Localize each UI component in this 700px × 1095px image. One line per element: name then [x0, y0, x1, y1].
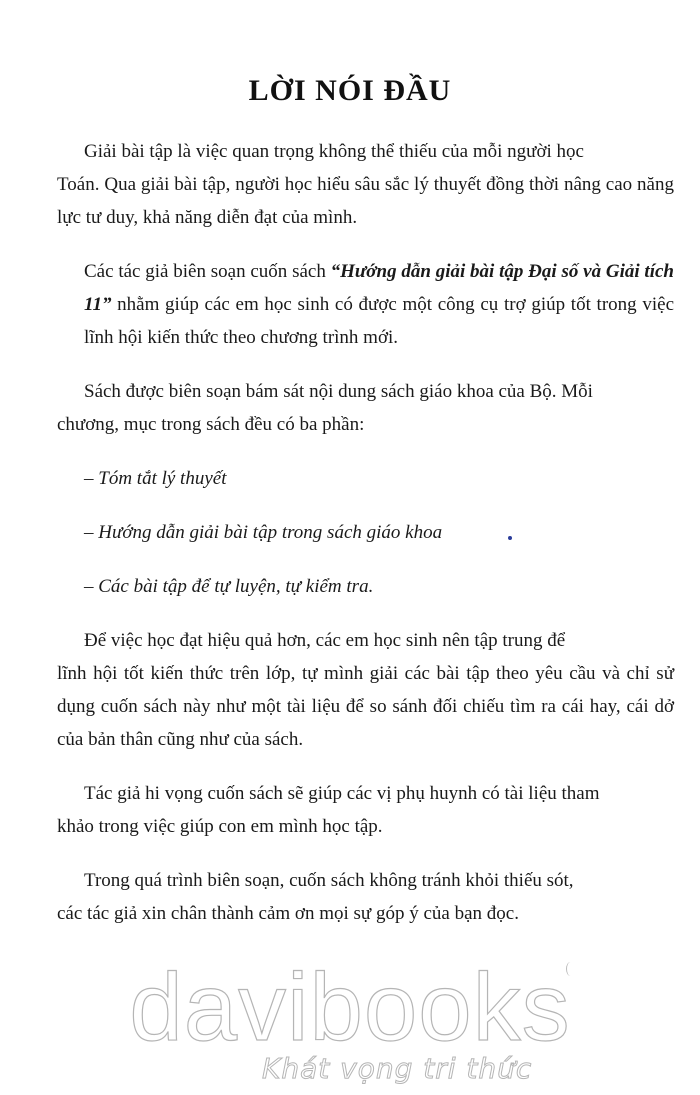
- paragraph-6: [57, 864, 674, 930]
- paragraph-2-intro: Các tác giả biên soạn cuốn sách: [84, 261, 331, 282]
- paragraph-5-first-line: Tác giả hi vọng cuốn sách sẽ giúp các vị phụ huynh có tài liệu tham: [84, 783, 600, 804]
- paragraph-2-outro: nhằm giúp các em học sinh có được một công cụ trợ giúp tốt trong việc lĩnh hội kiến thức theo chương trình mới.: [84, 294, 674, 348]
- paragraph-5-rest: khảo trong việc giúp con em mình học tập.: [57, 816, 383, 837]
- ink-speck: [508, 536, 512, 540]
- list-item: – Hướng dẫn giải bài tập trong sách giáo khoa: [84, 522, 443, 543]
- paragraph-5: [57, 777, 674, 843]
- paragraph-4-first-line: Để việc học đạt hiệu quả hơn, các em học sinh nên tập trung để: [84, 630, 566, 651]
- list-item: – Tóm tắt lý thuyết: [84, 468, 227, 489]
- paragraph-4: [57, 624, 674, 756]
- paragraph-4-rest: lĩnh hội tốt kiến thức trên lớp, tự mình giải các bài tập theo yêu cầu và chỉ sử dụng cuốn sách này như một tài liệu để so sánh đối chiếu tìm ra cái hay, cái dở của bản thân cũng như của sách.: [57, 663, 674, 750]
- paragraph-2: [84, 255, 674, 354]
- paragraph-1: [57, 135, 674, 234]
- paragraph-3: [57, 375, 674, 441]
- paragraph-3-rest: chương, mục trong sách đều có ba phần:: [57, 414, 365, 435]
- paragraph-2-wrap: [84, 255, 674, 354]
- list-item: – Các bài tập để tự luyện, tự kiểm tra.: [84, 576, 374, 597]
- paragraph-1-first-line: Giải bài tập là việc quan trọng không thể thiếu của mỗi người học: [84, 141, 584, 162]
- paragraph-6-rest: các tác giả xin chân thành cảm ơn mọi sự góp ý của bạn đọc.: [57, 903, 519, 924]
- paragraph-3-first-line: Sách được biên soạn bám sát nội dung sách giáo khoa của Bộ. Mỗi: [84, 381, 593, 402]
- watermark-slogan: Khát vọng tri thức: [262, 1052, 533, 1085]
- preface-body: [57, 135, 674, 951]
- section-list: [84, 462, 674, 603]
- book-title: “Hướng dẫn giải bài tập Đại số và Giải tích 11”: [84, 261, 674, 315]
- paragraph-1-rest: Toán. Qua giải bài tập, người học hiểu sâu sắc lý thuyết đồng thời nâng cao năng lực tư duy, khả năng diễn đạt của mình.: [57, 174, 674, 228]
- page-title: LỜI NÓI ĐẦU: [248, 74, 452, 107]
- paragraph-6-first-line: Trong quá trình biên soạn, cuốn sách không tránh khỏi thiếu sót,: [84, 870, 574, 891]
- watermark-brand: davibooks: [129, 954, 571, 1061]
